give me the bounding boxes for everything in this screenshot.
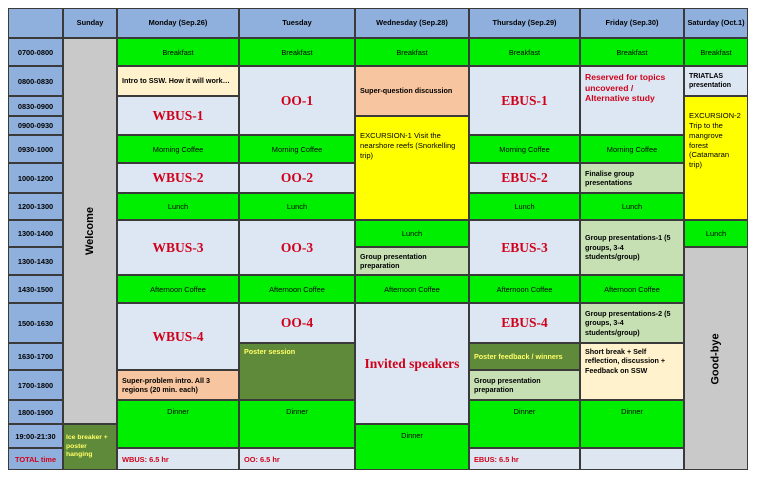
monday-afternoon-coffee: Afternoon Coffee: [117, 275, 239, 303]
tuesday-breakfast: Breakfast: [239, 38, 355, 66]
time-slot: 1300-1430: [8, 247, 63, 275]
time-slot: 1000-1200: [8, 163, 63, 193]
time-slot: 1430-1500: [8, 275, 63, 303]
wednesday-super-question: Super-question discussion: [355, 66, 469, 116]
time-slot: 1500-1630: [8, 303, 63, 343]
tuesday-poster-session: Poster session: [239, 343, 355, 400]
wednesday-dinner: Dinner: [355, 424, 469, 470]
tuesday-lunch: Lunch: [239, 193, 355, 220]
tuesday-oo-1: OO-1: [239, 66, 355, 135]
saturday-goodbye: [684, 247, 748, 470]
thursday-morning-coffee: Morning Coffee: [469, 135, 580, 163]
header-wednesday: Wednesday (Sep.28): [355, 8, 469, 38]
header-sunday: Sunday: [63, 8, 117, 38]
monday-total: WBUS: 6.5 hr: [117, 448, 239, 470]
tuesday-dinner: Dinner: [239, 400, 355, 448]
time-slot: 0830-0900: [8, 96, 63, 116]
goodbye-text: Good-bye: [710, 332, 722, 385]
welcome-text: Welcome: [84, 206, 96, 256]
friday-reserved: Reserved for topics uncovered / Alternative study: [580, 66, 684, 135]
thursday-group-prep: Group presentation preparation: [469, 370, 580, 400]
thursday-afternoon-coffee: Afternoon Coffee: [469, 275, 580, 303]
wednesday-group-prep: Group presentation preparation: [355, 247, 469, 275]
header-thursday: Thursday (Sep.29): [469, 8, 580, 38]
monday-super-problem: Super-problem intro. All 3 regions (20 min. each): [117, 370, 239, 400]
monday-wbus-4: WBUS-4: [117, 303, 239, 370]
wednesday-afternoon-coffee: Afternoon Coffee: [355, 275, 469, 303]
time-slot: 1200-1300: [8, 193, 63, 220]
time-slot: 1800-1900: [8, 400, 63, 424]
thursday-total: EBUS: 6.5 hr: [469, 448, 580, 470]
friday-total: [580, 448, 684, 470]
wednesday-lunch: Lunch: [355, 220, 469, 247]
monday-wbus-3: WBUS-3: [117, 220, 239, 275]
thursday-ebus-4: EBUS-4: [469, 303, 580, 343]
time-slot: 1630-1700: [8, 343, 63, 370]
total-time-label: TOTAL time: [8, 448, 63, 470]
time-slot: 0930-1000: [8, 135, 63, 163]
monday-intro: Intro to SSW. How it will work…: [117, 66, 239, 96]
monday-wbus-2: WBUS-2: [117, 163, 239, 193]
saturday-excursion-2: EXCURSION-2 Trip to the mangrove forest (Catamaran trip): [684, 96, 748, 220]
sunday-ice-breaker: Ice breaker + poster hanging: [63, 424, 117, 470]
friday-group-presentations-1: Group presentations-1 (5 groups, 3-4 students/group): [580, 220, 684, 275]
friday-dinner: Dinner: [580, 400, 684, 448]
wednesday-breakfast: Breakfast: [355, 38, 469, 66]
time-slot: 0900-0930: [8, 116, 63, 135]
sunday-welcome: [63, 38, 117, 424]
tuesday-morning-coffee: Morning Coffee: [239, 135, 355, 163]
header-saturday: Saturday (Oct.1): [684, 8, 748, 38]
tuesday-oo-2: OO-2: [239, 163, 355, 193]
time-slot: 19:00-21:30: [8, 424, 63, 448]
tuesday-total: OO: 6.5 hr: [239, 448, 355, 470]
friday-breakfast: Breakfast: [580, 38, 684, 66]
thursday-lunch: Lunch: [469, 193, 580, 220]
header-monday: Monday (Sep.26): [117, 8, 239, 38]
friday-morning-coffee: Morning Coffee: [580, 135, 684, 163]
friday-finalise: Finalise group presentations: [580, 163, 684, 193]
monday-wbus-1: WBUS-1: [117, 96, 239, 135]
monday-morning-coffee: Morning Coffee: [117, 135, 239, 163]
time-slot: 1300-1400: [8, 220, 63, 247]
saturday-breakfast: Breakfast: [684, 38, 748, 66]
saturday-lunch: Lunch: [684, 220, 748, 247]
thursday-ebus-3: EBUS-3: [469, 220, 580, 275]
time-slot: 1700-1800: [8, 370, 63, 400]
header-corner: [8, 8, 63, 38]
tuesday-oo-4: OO-4: [239, 303, 355, 343]
thursday-breakfast: Breakfast: [469, 38, 580, 66]
wednesday-invited-speakers: Invited speakers: [355, 303, 469, 424]
wednesday-excursion-1: EXCURSION-1 Visit the nearshore reefs (Snorkelling trip): [355, 116, 469, 220]
monday-dinner: Dinner: [117, 400, 239, 448]
tuesday-afternoon-coffee: Afternoon Coffee: [239, 275, 355, 303]
friday-afternoon-coffee: Afternoon Coffee: [580, 275, 684, 303]
friday-group-presentations-2: Group presentations-2 (5 groups, 3-4 students/group): [580, 303, 684, 343]
monday-breakfast: Breakfast: [117, 38, 239, 66]
thursday-ebus-1: EBUS-1: [469, 66, 580, 135]
thursday-ebus-2: EBUS-2: [469, 163, 580, 193]
time-slot: 0800-0830: [8, 66, 63, 96]
tuesday-oo-3: OO-3: [239, 220, 355, 275]
header-friday: Friday (Sep.30): [580, 8, 684, 38]
header-tuesday: Tuesday: [239, 8, 355, 38]
thursday-dinner: Dinner: [469, 400, 580, 448]
time-slot: 0700-0800: [8, 38, 63, 66]
thursday-poster-feedback: Poster feedback / winners: [469, 343, 580, 370]
saturday-triatlas: TRIATLAS presentation: [684, 66, 748, 96]
monday-lunch: Lunch: [117, 193, 239, 220]
friday-lunch: Lunch: [580, 193, 684, 220]
friday-short-break: Short break + Self reflection, discussion + Feedback on SSW: [580, 343, 684, 400]
